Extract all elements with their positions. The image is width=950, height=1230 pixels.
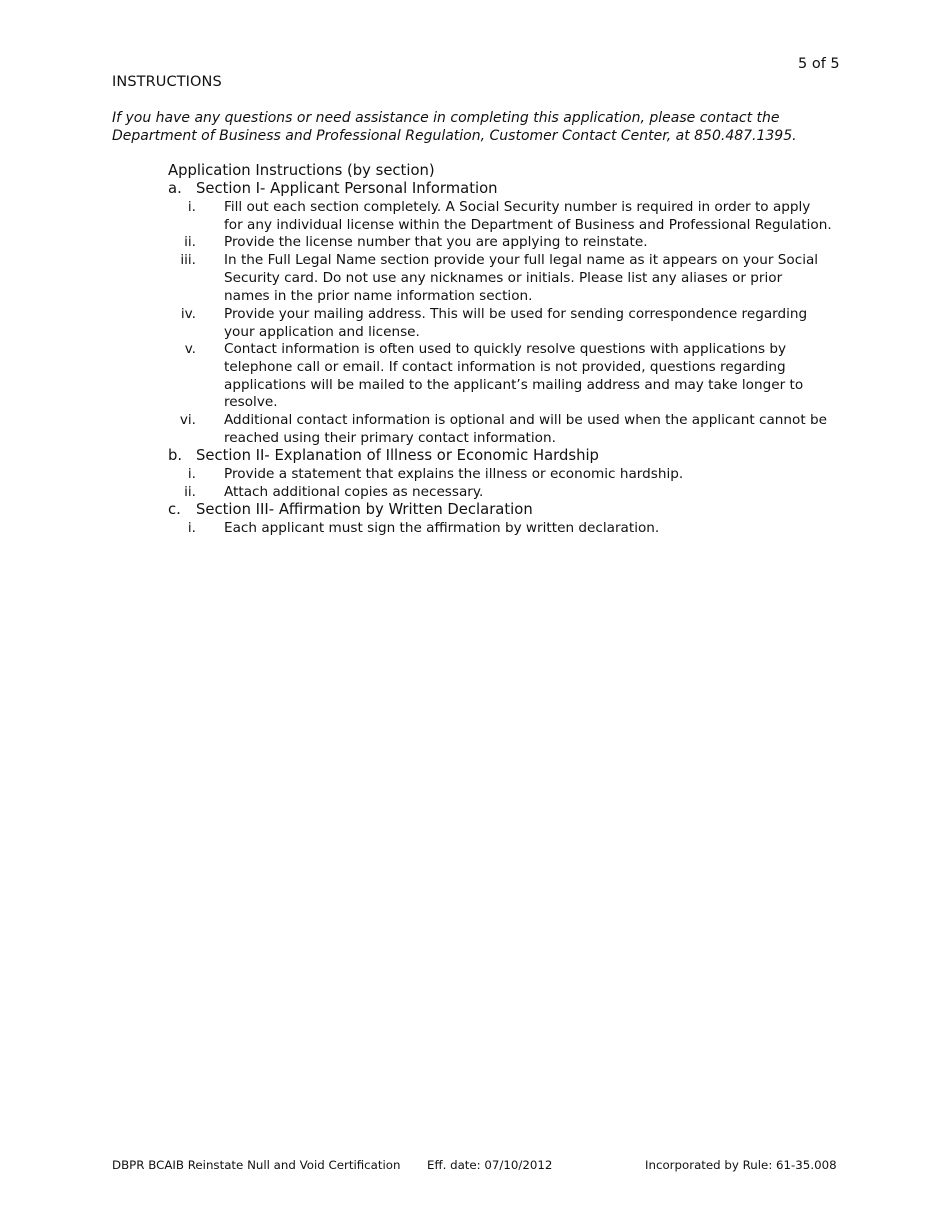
- item-line: Provide the license number that you are applying to reinstate.: [224, 234, 648, 250]
- item-number: i.: [187, 199, 196, 215]
- item-line: reached using their primary contact information.: [224, 429, 556, 446]
- item-number: vi.: [179, 412, 196, 428]
- section-letter: c.: [168, 501, 181, 518]
- item-line: Security card. Do not use any nicknames or initials. Please list any aliases or prior: [224, 269, 783, 286]
- item-line: Attach additional copies as necessary.: [224, 484, 484, 500]
- section-a-heading: [168, 180, 498, 197]
- item-number: iii.: [180, 252, 196, 268]
- item-line: applications will be mailed to the applicant’s mailing address and may take longer to: [224, 376, 804, 393]
- footer-form-name: DBPR BCAIB Reinstate Null and Void Certification: [112, 1158, 401, 1172]
- page-number: 5 of 5: [798, 56, 840, 72]
- item-number: i.: [187, 520, 196, 536]
- section-letter: a.: [168, 180, 182, 197]
- section-c-heading: [168, 501, 533, 518]
- footer-eff-date: Eff. date: 07/10/2012: [427, 1158, 553, 1172]
- contact-note-line: If you have any questions or need assistance in completing this application, please contact the: [112, 110, 780, 126]
- item-number: v.: [184, 341, 196, 357]
- item-line: for any individual license within the Department of Business and Professional Regulation.: [224, 216, 832, 233]
- contact-note-line: Department of Business and Professional Regulation, Customer Contact Center, at 850.487.1395.: [112, 128, 797, 144]
- page-title: INSTRUCTIONS: [112, 74, 222, 90]
- item-line: names in the prior name information section.: [224, 287, 533, 304]
- footer-rule: Incorporated by Rule: 61-35.008: [645, 1158, 837, 1172]
- item-line: Additional contact information is optional and will be used when the applicant cannot be: [224, 412, 827, 428]
- item-number: ii.: [184, 484, 196, 500]
- item-line: telephone call or email. If contact information is not provided, questions regarding: [224, 358, 786, 375]
- instructions-title: Application Instructions (by section): [168, 162, 435, 179]
- item-line: Fill out each section completely. A Social Security number is required in order to apply: [224, 199, 811, 215]
- section-label: Section III- Affirmation by Written Declaration: [196, 501, 533, 518]
- section-letter: b.: [168, 447, 183, 464]
- item-line: Each applicant must sign the affirmation by written declaration.: [224, 520, 660, 536]
- item-line: Provide a statement that explains the illness or economic hardship.: [224, 466, 684, 482]
- item-number: ii.: [184, 234, 196, 250]
- item-line: resolve.: [224, 394, 278, 411]
- item-line: Provide your mailing address. This will be used for sending correspondence regarding: [224, 306, 808, 322]
- item-line: your application and license.: [224, 323, 420, 340]
- section-label: Section I- Applicant Personal Information: [196, 180, 498, 197]
- item-number: i.: [187, 466, 196, 482]
- item-line: Contact information is often used to quickly resolve questions with applications by: [224, 341, 787, 357]
- item-line: In the Full Legal Name section provide your full legal name as it appears on your Social: [224, 252, 819, 268]
- section-label: Section II- Explanation of Illness or Economic Hardship: [196, 447, 599, 464]
- contact-note: [112, 109, 812, 145]
- item-number: iv.: [180, 306, 196, 322]
- section-b-heading: [168, 447, 599, 464]
